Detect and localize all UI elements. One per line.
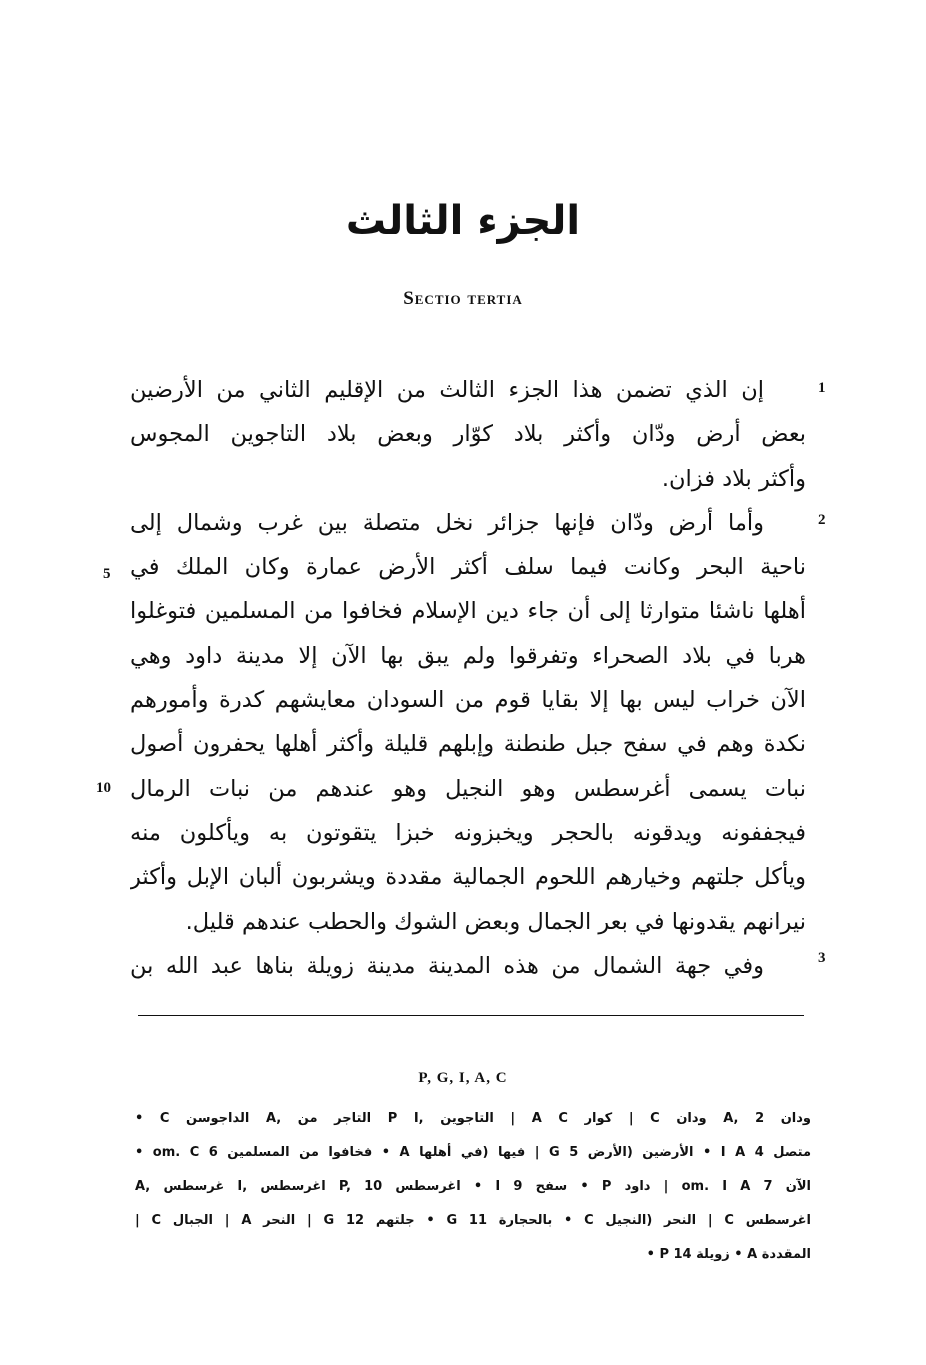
text-line: وأما أرض ودّان فإنها جزائر نخل متصلة بين غرب وشمال إلى [130,509,764,536]
paragraph-number: 2 [818,512,826,528]
apparatus-line: | C الجبال | A النحر | G جلتهم 12 • G بالحجارة 11 • C النحر (النجيل | C اغرسطس [135,1213,811,1228]
manuscript-sigla: P, G, I, A, C [418,1070,508,1086]
text-line: هربا في بلاد الصحراء وتفرقوا ولم يبق بها الآن إلا مدينة داود وهي [130,642,806,669]
paragraph-number: 3 [818,950,826,966]
text-line: بعض أرض ودّان وأكثر بلاد كوّار وبعض بلاد التاجوين المجوس [130,421,806,448]
page-subtitle: Sectio tertia [403,288,523,309]
page-title: الجزء الثالث [345,198,581,244]
main-text [130,368,806,988]
apparatus-line: A, غرسطس I, اغرسطس P, اغرسطس 10 • I سفح 9 • P داود | om. I A الآن 7 [135,1179,811,1194]
text-line: نكدة وهم في سفح جبل طنطنة وإبلهم قليلة وأكثر أهلها يحفرون أصول [130,731,806,758]
text-line: نبات يسمى أغرسطس وهو النجيل وهو عندهم من نبات الرمال [130,775,806,802]
text-line: أهلها ناشئا متوارثا إلى أن جاء دين الإسلام فخافوا من المسلمين فتوغلوا [130,598,806,625]
text-line: فيجففونه ويدقونه بالحجر ويخبزونه خبزا يتقوتون به ويأكلون منه [130,819,806,846]
text-line: وأكثر بلاد فزان. [661,465,806,492]
footnote-divider [138,1015,804,1016]
critical-apparatus [135,1102,811,1272]
text-line: ويأكل جلتهم وخيارهم اللحوم الجمالية مقددة ويشربون ألبان الإبل وأكثر [130,864,806,891]
paragraph-number: 1 [818,380,826,396]
text-line: إن الذي تضمن هذا الجزء الثالث من الإقليم الثاني من الأرضين [130,377,764,403]
text-line: وفي جهة الشمال من هذه المدينة مدينة زويلة بناها عبد الله بن [130,952,764,979]
line-number: 10 [96,780,111,796]
text-line: نيرانهم يقدونها في بعر الجمال وبعض الشوك والحطب عندهم قليل. [185,908,806,935]
text-line: ناحية البحر وكانت فيما سلف أكثر الأرض عمارة وكان الملك في [130,554,806,581]
line-number: 5 [103,566,111,582]
apparatus-line: • C الداجوسن A, التاجر من P I, التاجوين | A C كوار | C ودان A, ودان 2 [135,1111,811,1126]
apparatus-line: • om. C فخافوا من المسلمين 6 • A فيها (في أهلها | G الأرضين (الأرض 5 • I A متصل 4 [135,1145,811,1160]
text-line: الآن خراب ليس بها إلا بقايا قوم من السودان معايشهم كدرة وأمورهم [130,687,806,714]
apparatus-line: • P زويلة 14 • A المقددة [646,1247,811,1262]
